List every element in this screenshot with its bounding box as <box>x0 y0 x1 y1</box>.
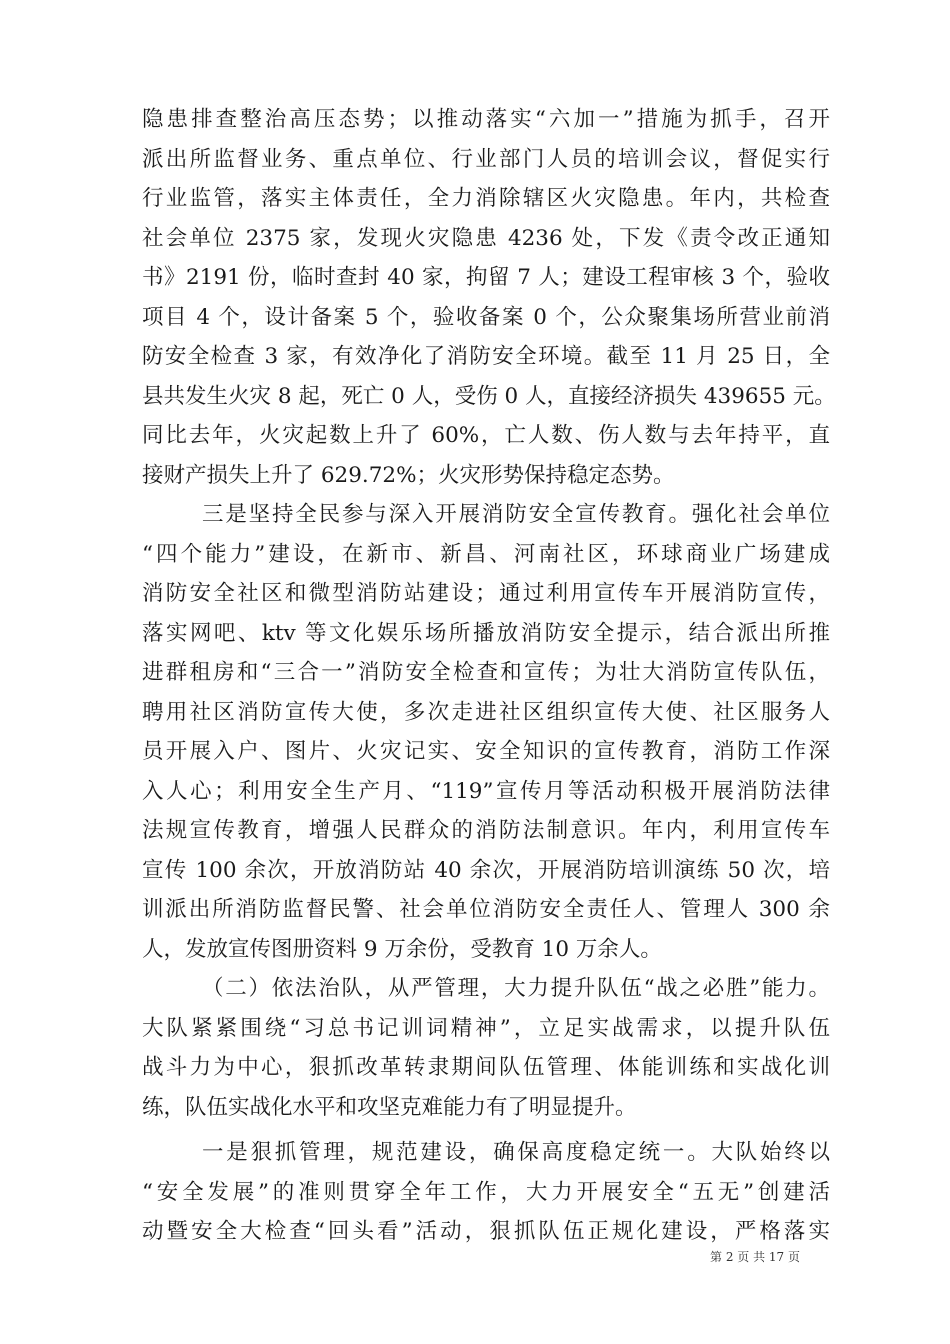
text-line: 大队紧紧围绕“习总书记训词精神”，立足实战需求，以提升队伍 <box>142 1015 830 1041</box>
text-line: 防安全检查 3 家，有效净化了消防安全环境。截至 11 月 25 日，全 <box>142 344 830 369</box>
text-line: 进群租房和“三合一”消防安全检查和宣传；为壮大消防宣传队伍， <box>142 660 830 685</box>
text-line: 宣传 100 余次，开放消防站 40 余次，开展消防培训演练 50 次，培 <box>142 857 830 883</box>
text-line: 县共发生火灾 8 起，死亡 0 人，受伤 0 人，直接经济损失 439655 元。 <box>142 383 836 409</box>
text-line: 落实网吧、ktv 等文化娱乐场所播放消防安全提示，结合派出所推 <box>142 620 830 646</box>
text-line: 员开展入户、图片、火灾记实、安全知识的宣传教育，消防工作深 <box>142 739 830 764</box>
text-line: 同比去年，火灾起数上升了 60%，亡人数、伤人数与去年持平，直 <box>142 423 830 448</box>
page-number: 第 2 页 共 17 页 <box>710 1250 800 1264</box>
text-line: 动暨安全大检查“回头看”活动，狠抓队伍正规化建设，严格落实 <box>142 1219 830 1244</box>
text-line: 消防安全社区和微型消防站建设；通过利用宣传车开展消防宣传， <box>142 581 830 606</box>
text-line: 入人心；利用安全生产月、“119”宣传月等活动积极开展消防法律 <box>142 778 830 804</box>
paragraph-first-line: 三是坚持全民参与深入开展消防安全宣传教育。强化社会单位 <box>202 502 830 527</box>
text-line: 聘用社区消防宣传大使，多次走进社区组织宣传大使、社区服务人 <box>142 699 830 725</box>
section-heading-line: （二）依法治队，从严管理，大力提升队伍“战之必胜”能力。 <box>202 976 830 1001</box>
text-line: 人，发放宣传图册资料 9 万余份，受教育 10 万余人。 <box>142 936 662 962</box>
text-line: 派出所监督业务、重点单位、行业部门人员的培训会议，督促实行 <box>142 146 830 172</box>
text-line: 项目 4 个，设计备案 5 个，验收备案 0 个，公众聚集场所营业前消 <box>142 304 830 330</box>
text-line: “四个能力”建设，在新市、新昌、河南社区，环球商业广场建成 <box>142 541 830 567</box>
text-line: 社会单位 2375 家，发现火灾隐患 4236 处，下发《责令改正通知 <box>142 225 830 251</box>
text-line: 法规宣传教育，增强人民群众的消防法制意识。年内，利用宣传车 <box>142 818 830 843</box>
text-line: “安全发展”的准则贯穿全年工作，大力开展安全“五无”创建活 <box>142 1179 830 1205</box>
text-line: 行业监管，落实主体责任，全力消除辖区火灾隐患。年内，共检查 <box>142 186 830 211</box>
text-line: 书》2191 份，临时查封 40 家，拘留 7 人；建设工程审核 3 个，验收 <box>142 265 830 290</box>
text-line: 练，队伍实战化水平和攻坚克难能力有了明显提升。 <box>142 1094 637 1120</box>
document-body <box>142 100 836 1252</box>
text-line: 接财产损失上升了 629.72%；火灾形势保持稳定态势。 <box>142 462 675 488</box>
text-line: 隐患排查整治高压态势；以推动落实“六加一”措施为抓手，召开 <box>142 107 830 132</box>
paragraph-first-line: 一是狠抓管理，规范建设，确保高度稳定统一。大队始终以 <box>202 1140 830 1165</box>
text-line: 战斗力为中心，狠抓改革转隶期间队伍管理、体能训练和实战化训 <box>142 1055 830 1080</box>
text-line: 训派出所消防监督民警、社会单位消防安全责任人、管理人 300 余 <box>142 897 830 922</box>
